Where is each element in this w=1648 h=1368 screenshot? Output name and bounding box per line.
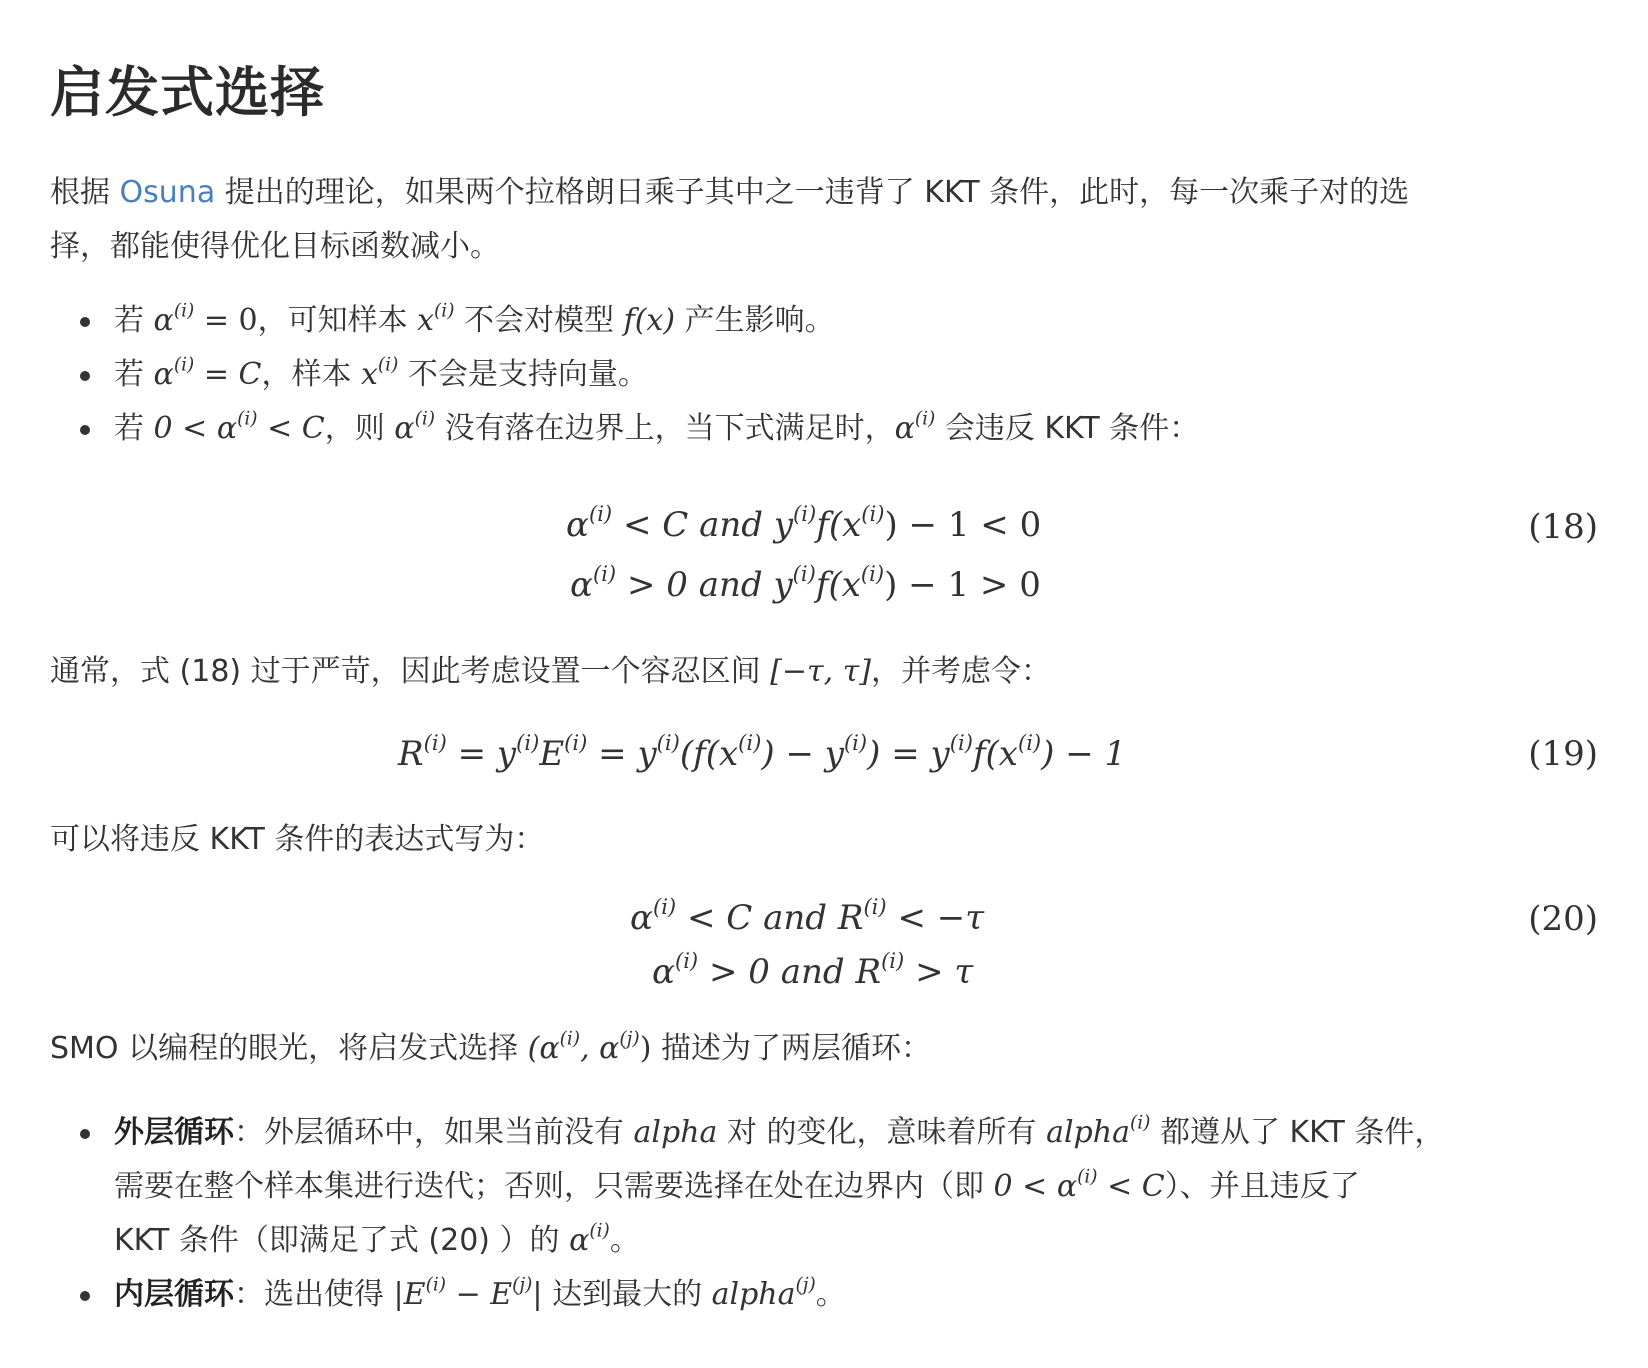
equation-number-20: (20) xyxy=(1528,899,1598,939)
intro-line-2: 择，都能使得优化目标函数减小。 xyxy=(50,229,500,264)
math: α xyxy=(652,952,675,992)
math-sup: (i) xyxy=(423,729,447,755)
math-sup: (i) xyxy=(674,947,699,973)
math: < C and R xyxy=(676,898,864,938)
math: < C xyxy=(257,411,325,446)
math: alpha xyxy=(711,1277,796,1312)
paragraph-smo xyxy=(50,1022,931,1076)
math: E xyxy=(539,734,565,774)
list-item-outer-loop xyxy=(50,1106,1444,1268)
intro-text: 根据 xyxy=(50,175,120,210)
bold-term: 内层循环 xyxy=(114,1277,234,1312)
math: > 0 and R xyxy=(698,952,882,992)
math: < −τ xyxy=(886,898,985,938)
text: 会违反 KKT 条件： xyxy=(935,411,1200,446)
text: 达到最大的 xyxy=(542,1277,712,1312)
equation-19 xyxy=(398,729,1127,774)
math-sup: (i) xyxy=(589,1220,610,1242)
condition-list xyxy=(50,294,1199,456)
text: 通常，式 (18) 过于严苛，因此考虑设置一个容忍区间 xyxy=(50,654,771,689)
math-sup: (i) xyxy=(237,408,258,430)
math-sup: (i) xyxy=(860,560,885,586)
math: , α xyxy=(580,1031,620,1066)
math-sup: (i) xyxy=(516,729,540,755)
math-sup: (j) xyxy=(619,1028,640,1050)
equation-18-line-2 xyxy=(570,560,1041,605)
math: − E xyxy=(446,1277,513,1312)
text: ）、并且违反了 xyxy=(1164,1169,1360,1204)
math: 0 < α xyxy=(993,1169,1078,1204)
math: α xyxy=(894,411,915,446)
text: 。 xyxy=(609,1223,640,1258)
text: KKT 条件（即满足了式 (20) ）的 xyxy=(114,1223,570,1258)
math-sup: (i) xyxy=(377,354,399,376)
math: α xyxy=(569,1223,590,1258)
math-sup: (i) xyxy=(863,893,887,919)
math: (f(x xyxy=(679,734,739,774)
text: 若 xyxy=(114,357,154,392)
math-sup: (i) xyxy=(173,300,195,322)
math: ) xyxy=(639,1031,652,1066)
math-sup: (i) xyxy=(1077,1166,1098,1188)
math-sup: (i) xyxy=(1017,729,1042,755)
math-sup: (i) xyxy=(434,300,455,322)
math: < C and y xyxy=(612,505,794,545)
text: ：选出使得 xyxy=(234,1277,394,1312)
math: = y xyxy=(587,734,657,774)
text: 。 xyxy=(815,1277,846,1312)
math: 0 < α xyxy=(153,411,238,446)
math: α xyxy=(153,303,174,338)
text: 若 xyxy=(114,411,154,446)
math: f(x xyxy=(815,565,861,605)
math-sup: (i) xyxy=(425,1274,447,1296)
text: ，样本 xyxy=(261,357,361,392)
text: ：外层循环中，如果当前没有 xyxy=(234,1115,634,1150)
list-item xyxy=(50,348,1199,402)
math-sup: (i) xyxy=(843,729,868,755)
math-sup: (i) xyxy=(738,729,762,755)
math-sup: (i) xyxy=(588,500,613,526)
math-sup: (i) xyxy=(656,729,680,755)
math-sup: (i) xyxy=(861,500,885,526)
paragraph-tolerance xyxy=(50,645,1051,699)
math: alpha xyxy=(633,1115,718,1150)
list-item xyxy=(50,294,1199,348)
math: f(x) xyxy=(623,303,676,338)
math: f(x xyxy=(816,505,862,545)
math-sup: (i) xyxy=(949,729,973,755)
intro-line-1 xyxy=(50,166,1409,220)
math-sup: (j) xyxy=(512,1274,533,1296)
math-sup: (i) xyxy=(592,560,617,586)
math: | xyxy=(532,1277,543,1312)
math: ) − 1 < 0 xyxy=(884,505,1042,545)
math-sup: (i) xyxy=(881,947,905,973)
math: R xyxy=(398,734,424,774)
math-sup: (i) xyxy=(792,560,816,586)
text: ，可知样本 xyxy=(257,303,418,338)
math: > τ xyxy=(904,952,974,992)
math-sup: (i) xyxy=(1129,1112,1151,1134)
text: ，则 xyxy=(324,411,395,446)
math: > 0 and y xyxy=(616,565,793,605)
math-sup: (i) xyxy=(559,1028,581,1050)
loop-list xyxy=(50,1106,1444,1322)
math-sup: (i) xyxy=(414,408,436,430)
math: = y xyxy=(446,734,517,774)
math: x xyxy=(361,357,378,392)
math: [−τ, τ] xyxy=(770,654,872,689)
math: < C xyxy=(1097,1169,1165,1204)
math: |E xyxy=(393,1277,426,1312)
equation-number-19: (19) xyxy=(1528,734,1598,774)
paragraph-rewrite: 可以将违反 KKT 条件的表达式写为： xyxy=(50,822,545,857)
equation-20-line-2 xyxy=(652,947,974,992)
text: 对 的变化，意味着所有 xyxy=(717,1115,1047,1150)
text: 不会对模型 xyxy=(454,303,624,338)
math: f(x xyxy=(972,734,1018,774)
intro-paragraph xyxy=(50,166,1409,274)
osuna-link[interactable]: Osuna xyxy=(119,175,216,210)
text: 没有落在边界上，当下式满足时， xyxy=(435,411,895,446)
math-sup: (i) xyxy=(652,893,677,919)
math: = C xyxy=(194,357,262,392)
math: ) − 1 xyxy=(1041,734,1127,774)
bold-term: 外层循环 xyxy=(114,1115,234,1150)
math: α xyxy=(630,898,653,938)
math-sup: (j) xyxy=(795,1274,816,1296)
math: α xyxy=(566,505,589,545)
math-sup: (i) xyxy=(564,729,588,755)
math: ) = y xyxy=(867,734,950,774)
math-sup: (i) xyxy=(793,500,817,526)
text: 产生影响。 xyxy=(675,303,835,338)
math: x xyxy=(417,303,435,338)
text: ，并考虑令： xyxy=(871,654,1052,689)
equation-18-line-1 xyxy=(566,500,1042,545)
math: α xyxy=(570,565,593,605)
math: ) − 1 > 0 xyxy=(884,565,1041,605)
text: 描述为了两层循环： xyxy=(651,1031,931,1066)
equation-20-line-1 xyxy=(630,893,985,938)
math: α xyxy=(394,411,415,446)
math-sup: (i) xyxy=(173,354,195,376)
equation-number-18: (18) xyxy=(1528,507,1598,547)
text: 不会是支持向量。 xyxy=(398,357,648,392)
text: SMO 以编程的眼光，将启发式选择 xyxy=(50,1031,528,1066)
page-title: 启发式选择 xyxy=(50,61,325,124)
list-item xyxy=(50,402,1199,456)
math: α xyxy=(153,357,174,392)
text: 需要在整个样本集进行迭代；否则，只需要选择在处在边界内（即 xyxy=(114,1169,994,1204)
text: 若 xyxy=(114,303,154,338)
math-sup: (i) xyxy=(914,408,936,430)
math: ) − y xyxy=(761,734,844,774)
math: = 0 xyxy=(194,303,258,338)
math: alpha xyxy=(1046,1115,1130,1150)
text: 都遵从了 KKT 条件， xyxy=(1150,1115,1445,1150)
math: (α xyxy=(527,1031,560,1066)
list-item-inner-loop xyxy=(50,1268,1444,1322)
intro-text: 提出的理论，如果两个拉格朗日乘子其中之一违背了 KKT 条件，此时，每一次乘子对的选 xyxy=(215,175,1410,210)
